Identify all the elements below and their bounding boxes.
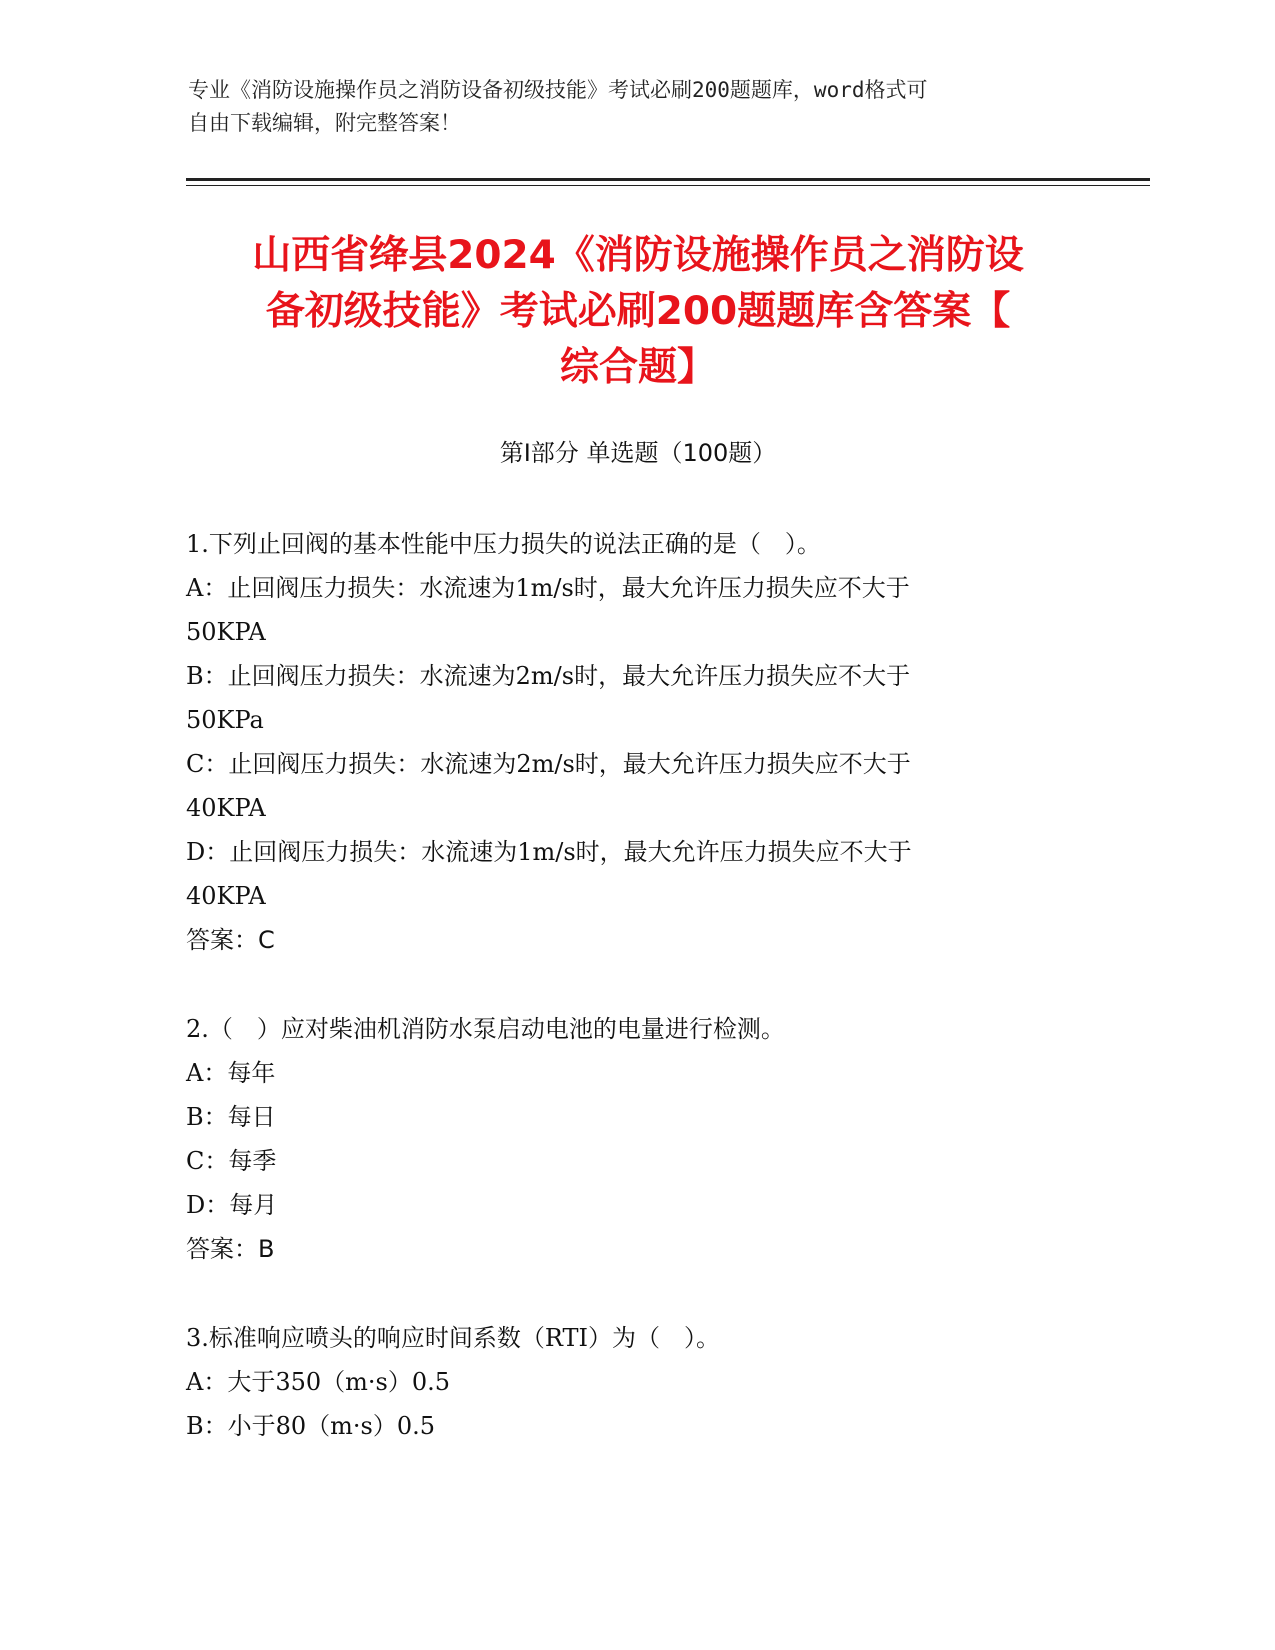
question-1-option-c: C：止回阀压力损失：水流速为2m/s时，最大允许压力损失应不大于 xyxy=(186,750,911,778)
header-note xyxy=(188,74,1068,140)
document-title-line-3: 综合题】 xyxy=(559,345,716,390)
question-2-option-b: B：每日 xyxy=(186,1103,276,1131)
question-1-option-d: D：止回阀压力损失：水流速为1m/s时，最大允许压力损失应不大于 xyxy=(186,838,912,866)
question-2-option-d: D：每月 xyxy=(186,1191,278,1219)
question-2-option-c: C：每季 xyxy=(186,1147,277,1175)
question-3-option-b: B：小于80（m·s）0.5 xyxy=(186,1412,436,1440)
header-rule-thick xyxy=(186,178,1150,181)
header-note-line-2: 自由下载编辑，附完整答案！ xyxy=(188,111,461,135)
question-1-stem: 1.下列止回阀的基本性能中压力损失的说法正确的是（ ）。 xyxy=(186,530,821,558)
question-3-option-a: A：大于350（m·s）0.5 xyxy=(186,1368,451,1396)
question-1-answer: 答案：C xyxy=(186,926,275,954)
section-title: 第I部分 单选题（100题） xyxy=(499,439,777,467)
document-title-line-2: 备初级技能》考试必刷200题题库含答案【 xyxy=(265,289,1011,334)
question-1-option-b-cont: 50KPa xyxy=(186,706,264,734)
question-3-stem: 3.标准响应喷头的响应时间系数（RTI）为（ ）。 xyxy=(186,1324,721,1352)
question-2-answer: 答案：B xyxy=(186,1235,275,1263)
question-2-stem: 2.（ ）应对柴油机消防水泵启动电池的电量进行检测。 xyxy=(186,1015,785,1043)
question-1-option-d-cont: 40KPA xyxy=(186,882,266,910)
question-1-option-a-cont: 50KPA xyxy=(186,618,266,646)
question-1-option-c-cont: 40KPA xyxy=(186,794,266,822)
header-rule-thin xyxy=(186,185,1150,186)
question-1-option-b: B：止回阀压力损失：水流速为2m/s时，最大允许压力损失应不大于 xyxy=(186,662,911,690)
document-title-line-1: 山西省绛县2024《消防设施操作员之消防设 xyxy=(252,233,1024,278)
question-1-option-a: A：止回阀压力损失：水流速为1m/s时，最大允许压力损失应不大于 xyxy=(186,574,910,602)
question-2-option-a: A：每年 xyxy=(186,1059,276,1087)
document-title xyxy=(188,228,1088,396)
header-note-line-1: 专业《消防设施操作员之消防设备初级技能》考试必刷200题题库，word格式可 xyxy=(188,78,928,102)
